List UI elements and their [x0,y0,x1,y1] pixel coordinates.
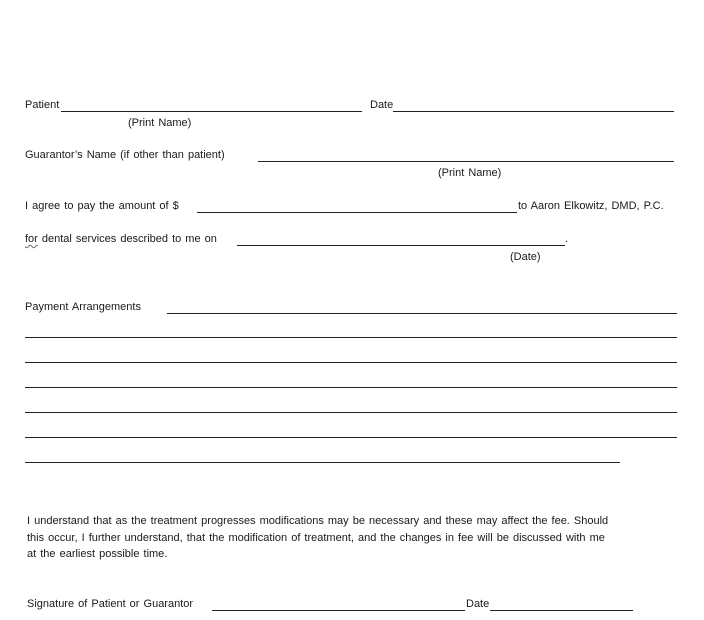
patient-print-name-caption: (Print Name) [128,117,192,129]
payment-line-1[interactable] [167,313,677,314]
date-line[interactable] [393,111,674,112]
amount-line[interactable] [197,212,517,213]
understanding-statement [27,513,687,563]
guarantor-print-name-caption: (Print Name) [438,167,502,179]
signature-date-label: Date [466,598,490,610]
signature-label: Signature of Patient or Guarantor [27,598,194,610]
for-word: for [25,233,38,245]
statement-line-3: at the earliest possible time. [27,548,168,560]
payment-line-4[interactable] [25,387,677,388]
payment-arrangements-label: Payment Arrangements [25,301,141,313]
patient-label: Patient [25,99,60,111]
payee-label: to Aaron Elkowitz, DMD, P.C. [518,200,664,212]
period-mark: . [565,233,569,245]
payment-line-7[interactable] [25,462,620,463]
statement-line-2: this occur, I further understand, that the modification of treatment, and the changes in fee will be discussed with me [27,531,605,544]
service-date-line[interactable] [237,245,565,246]
statement-line-1: I understand that as the treatment progresses modifications may be necessary and these may affect the fee. Should [27,515,609,527]
payment-line-3[interactable] [25,362,677,363]
payment-line-5[interactable] [25,412,677,413]
services-text: dental services described to me on [37,233,217,245]
agree-amount-label: I agree to pay the amount of $ [25,200,179,212]
signature-line[interactable] [212,610,465,611]
guarantor-name-line[interactable] [258,161,674,162]
signature-date-line[interactable] [490,610,633,611]
date-caption: (Date) [510,251,541,263]
date-label: Date [370,99,394,111]
payment-line-6[interactable] [25,437,677,438]
patient-name-line[interactable] [61,111,362,112]
services-label [25,232,217,246]
guarantor-label: Guarantor’s Name (if other than patient) [25,149,225,161]
payment-line-2[interactable] [25,337,677,338]
